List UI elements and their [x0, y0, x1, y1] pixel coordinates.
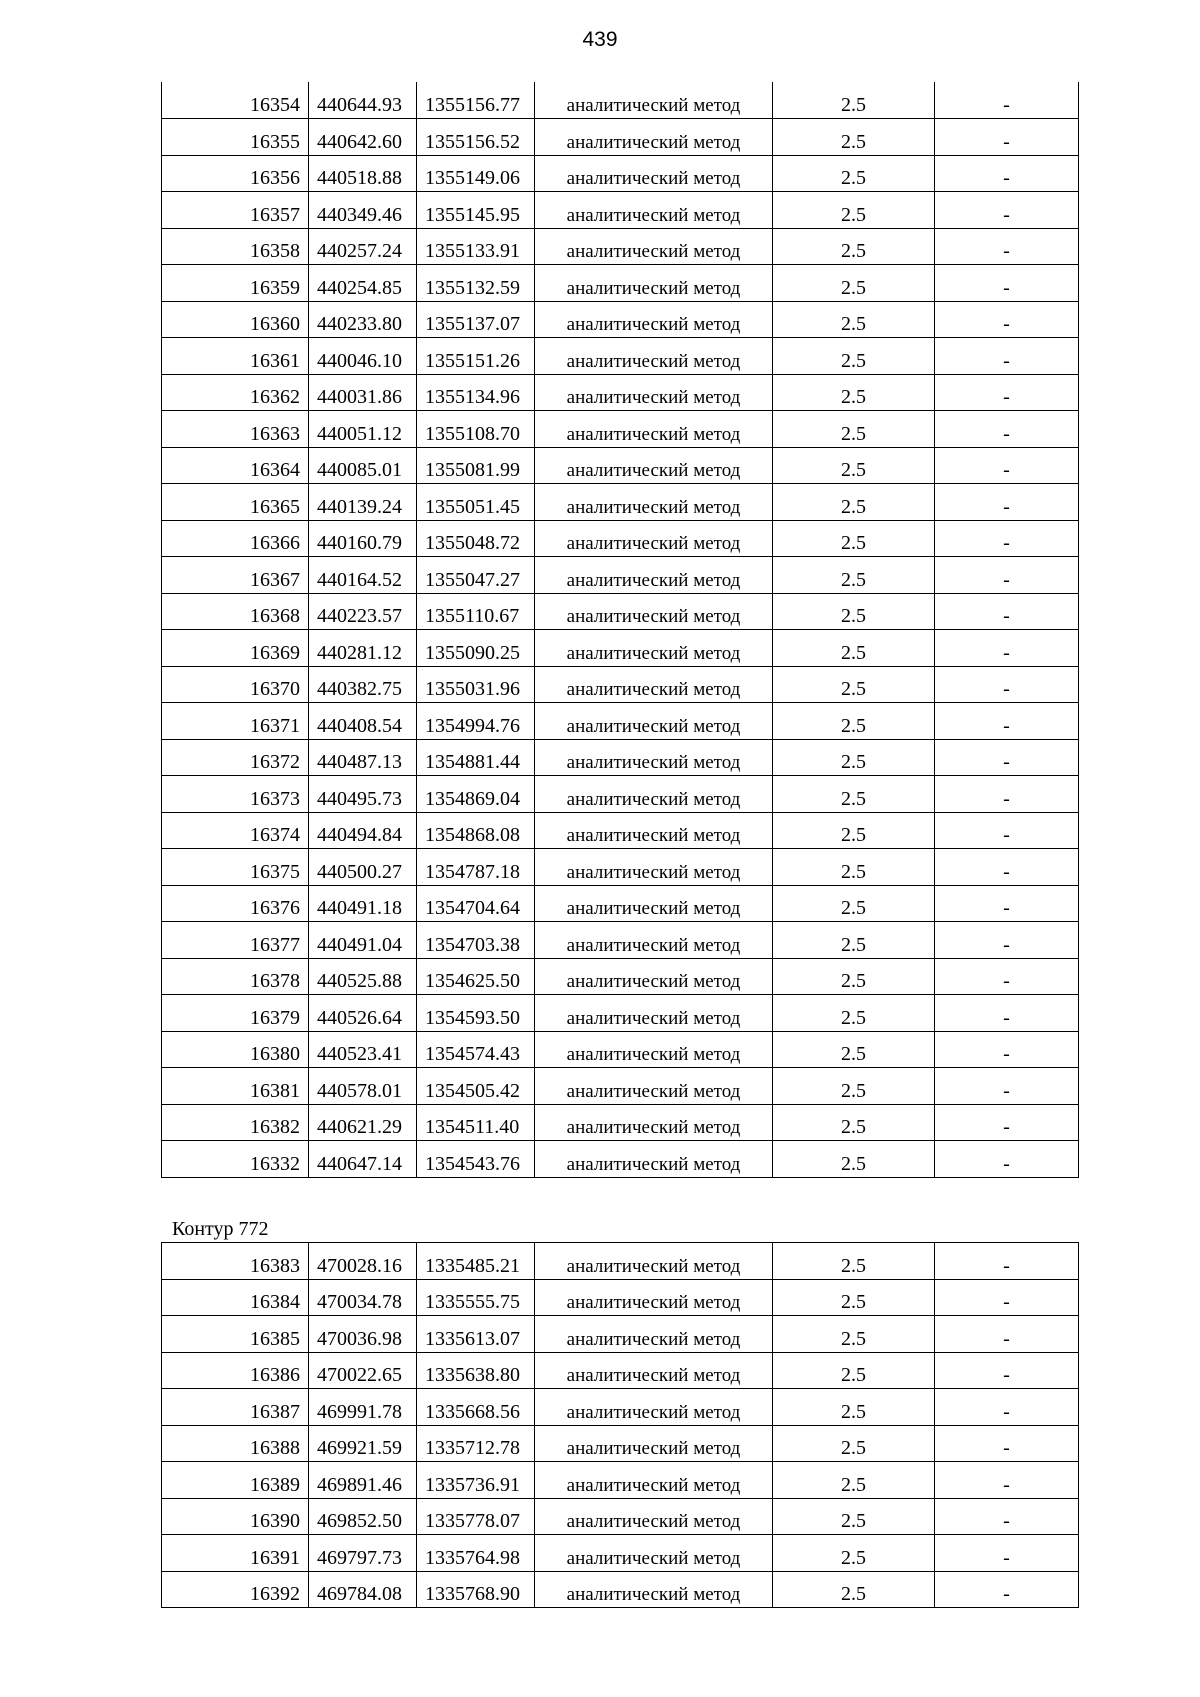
x-coordinate-cell: 440523.41 — [309, 1031, 417, 1068]
note-cell: - — [935, 520, 1079, 557]
note-cell: - — [935, 1316, 1079, 1353]
method-cell: аналитический метод — [535, 301, 773, 338]
method-cell: аналитический метод — [535, 374, 773, 411]
point-number-cell: 16389 — [162, 1462, 309, 1499]
note-cell: - — [935, 593, 1079, 630]
method-cell: аналитический метод — [535, 1243, 773, 1280]
contour-772-table-body — [162, 1243, 1079, 1608]
accuracy-cell: 2.5 — [773, 338, 935, 375]
accuracy-cell: 2.5 — [773, 995, 935, 1032]
table-row — [162, 119, 1079, 156]
y-coordinate-cell: 1354511.40 — [417, 1104, 535, 1141]
note-cell: - — [935, 1352, 1079, 1389]
x-coordinate-cell: 440046.10 — [309, 338, 417, 375]
accuracy-cell: 2.5 — [773, 155, 935, 192]
x-coordinate-cell: 440223.57 — [309, 593, 417, 630]
x-coordinate-cell: 440031.86 — [309, 374, 417, 411]
accuracy-cell: 2.5 — [773, 812, 935, 849]
method-cell: аналитический метод — [535, 1141, 773, 1178]
table-row — [162, 776, 1079, 813]
note-cell: - — [935, 301, 1079, 338]
note-cell: - — [935, 484, 1079, 521]
table-row — [162, 1104, 1079, 1141]
accuracy-cell: 2.5 — [773, 1141, 935, 1178]
x-coordinate-cell: 440621.29 — [309, 1104, 417, 1141]
table-row — [162, 1279, 1079, 1316]
table-row — [162, 666, 1079, 703]
point-number-cell: 16371 — [162, 703, 309, 740]
table-row — [162, 1068, 1079, 1105]
x-coordinate-cell: 440408.54 — [309, 703, 417, 740]
accuracy-cell: 2.5 — [773, 374, 935, 411]
table-row — [162, 411, 1079, 448]
method-cell: аналитический метод — [535, 82, 773, 119]
y-coordinate-cell: 1355031.96 — [417, 666, 535, 703]
accuracy-cell: 2.5 — [773, 1571, 935, 1608]
method-cell: аналитический метод — [535, 885, 773, 922]
y-coordinate-cell: 1335613.07 — [417, 1316, 535, 1353]
point-number-cell: 16377 — [162, 922, 309, 959]
y-coordinate-cell: 1354505.42 — [417, 1068, 535, 1105]
table-row — [162, 82, 1079, 119]
point-number-cell: 16391 — [162, 1535, 309, 1572]
note-cell: - — [935, 1498, 1079, 1535]
x-coordinate-cell: 440281.12 — [309, 630, 417, 667]
accuracy-cell: 2.5 — [773, 228, 935, 265]
x-coordinate-cell: 470028.16 — [309, 1243, 417, 1280]
note-cell: - — [935, 1571, 1079, 1608]
note-cell: - — [935, 1462, 1079, 1499]
method-cell: аналитический метод — [535, 630, 773, 667]
method-cell: аналитический метод — [535, 1571, 773, 1608]
table-row — [162, 1498, 1079, 1535]
page-number: 439 — [582, 28, 618, 51]
table-row — [162, 958, 1079, 995]
point-number-cell: 16358 — [162, 228, 309, 265]
method-cell: аналитический метод — [535, 1316, 773, 1353]
y-coordinate-cell: 1354574.43 — [417, 1031, 535, 1068]
y-coordinate-cell: 1335764.98 — [417, 1535, 535, 1572]
y-coordinate-cell: 1335638.80 — [417, 1352, 535, 1389]
x-coordinate-cell: 440495.73 — [309, 776, 417, 813]
note-cell: - — [935, 228, 1079, 265]
x-coordinate-cell: 470036.98 — [309, 1316, 417, 1353]
table-row — [162, 1141, 1079, 1178]
x-coordinate-cell: 440644.93 — [309, 82, 417, 119]
x-coordinate-cell: 440051.12 — [309, 411, 417, 448]
table-row — [162, 593, 1079, 630]
note-cell: - — [935, 1389, 1079, 1426]
y-coordinate-cell: 1355151.26 — [417, 338, 535, 375]
accuracy-cell: 2.5 — [773, 1104, 935, 1141]
accuracy-cell: 2.5 — [773, 484, 935, 521]
point-number-cell: 16367 — [162, 557, 309, 594]
table-row — [162, 1243, 1079, 1280]
accuracy-cell: 2.5 — [773, 447, 935, 484]
note-cell: - — [935, 82, 1079, 119]
point-number-cell: 16381 — [162, 1068, 309, 1105]
accuracy-cell: 2.5 — [773, 922, 935, 959]
x-coordinate-cell: 470034.78 — [309, 1279, 417, 1316]
x-coordinate-cell: 440525.88 — [309, 958, 417, 995]
accuracy-cell: 2.5 — [773, 958, 935, 995]
coordinates-table — [161, 82, 1079, 1178]
y-coordinate-cell: 1354787.18 — [417, 849, 535, 886]
method-cell: аналитический метод — [535, 922, 773, 959]
point-number-cell: 16383 — [162, 1243, 309, 1280]
x-coordinate-cell: 440233.80 — [309, 301, 417, 338]
y-coordinate-cell: 1354543.76 — [417, 1141, 535, 1178]
accuracy-cell: 2.5 — [773, 82, 935, 119]
method-cell: аналитический метод — [535, 1498, 773, 1535]
point-number-cell: 16368 — [162, 593, 309, 630]
method-cell: аналитический метод — [535, 1425, 773, 1462]
method-cell: аналитический метод — [535, 557, 773, 594]
x-coordinate-cell: 440487.13 — [309, 739, 417, 776]
table-row — [162, 1462, 1079, 1499]
table-row — [162, 922, 1079, 959]
point-number-cell: 16356 — [162, 155, 309, 192]
x-coordinate-cell: 440164.52 — [309, 557, 417, 594]
y-coordinate-cell: 1355156.52 — [417, 119, 535, 156]
y-coordinate-cell: 1354994.76 — [417, 703, 535, 740]
y-coordinate-cell: 1355051.45 — [417, 484, 535, 521]
method-cell: аналитический метод — [535, 1389, 773, 1426]
point-number-cell: 16366 — [162, 520, 309, 557]
note-cell: - — [935, 447, 1079, 484]
point-number-cell: 16390 — [162, 1498, 309, 1535]
table-row — [162, 1389, 1079, 1426]
y-coordinate-cell: 1335778.07 — [417, 1498, 535, 1535]
table-row — [162, 301, 1079, 338]
method-cell: аналитический метод — [535, 484, 773, 521]
accuracy-cell: 2.5 — [773, 557, 935, 594]
point-number-cell: 16380 — [162, 1031, 309, 1068]
note-cell: - — [935, 885, 1079, 922]
point-number-cell: 16364 — [162, 447, 309, 484]
point-number-cell: 16387 — [162, 1389, 309, 1426]
method-cell: аналитический метод — [535, 1352, 773, 1389]
method-cell: аналитический метод — [535, 812, 773, 849]
y-coordinate-cell: 1354703.38 — [417, 922, 535, 959]
point-number-cell: 16386 — [162, 1352, 309, 1389]
x-coordinate-cell: 440382.75 — [309, 666, 417, 703]
y-coordinate-cell: 1354593.50 — [417, 995, 535, 1032]
accuracy-cell: 2.5 — [773, 885, 935, 922]
method-cell: аналитический метод — [535, 958, 773, 995]
note-cell: - — [935, 995, 1079, 1032]
point-number-cell: 16372 — [162, 739, 309, 776]
x-coordinate-cell: 440491.18 — [309, 885, 417, 922]
table-row — [162, 1535, 1079, 1572]
table-row — [162, 739, 1079, 776]
table-row — [162, 849, 1079, 886]
x-coordinate-cell: 440085.01 — [309, 447, 417, 484]
table-row — [162, 1316, 1079, 1353]
point-number-cell: 16388 — [162, 1425, 309, 1462]
note-cell: - — [935, 703, 1079, 740]
accuracy-cell: 2.5 — [773, 265, 935, 302]
point-number-cell: 16378 — [162, 958, 309, 995]
y-coordinate-cell: 1335736.91 — [417, 1462, 535, 1499]
y-coordinate-cell: 1354881.44 — [417, 739, 535, 776]
point-number-cell: 16363 — [162, 411, 309, 448]
note-cell: - — [935, 812, 1079, 849]
point-number-cell: 16379 — [162, 995, 309, 1032]
table-row — [162, 995, 1079, 1032]
point-number-cell: 16354 — [162, 82, 309, 119]
method-cell: аналитический метод — [535, 338, 773, 375]
note-cell: - — [935, 1279, 1079, 1316]
table-row — [162, 265, 1079, 302]
table-row — [162, 192, 1079, 229]
y-coordinate-cell: 1355108.70 — [417, 411, 535, 448]
y-coordinate-cell: 1355081.99 — [417, 447, 535, 484]
accuracy-cell: 2.5 — [773, 1243, 935, 1280]
accuracy-cell: 2.5 — [773, 630, 935, 667]
table-row — [162, 885, 1079, 922]
table-row — [162, 155, 1079, 192]
accuracy-cell: 2.5 — [773, 849, 935, 886]
method-cell: аналитический метод — [535, 1535, 773, 1572]
y-coordinate-cell: 1355145.95 — [417, 192, 535, 229]
accuracy-cell: 2.5 — [773, 1031, 935, 1068]
table-row — [162, 630, 1079, 667]
note-cell: - — [935, 411, 1079, 448]
note-cell: - — [935, 155, 1079, 192]
table-row — [162, 557, 1079, 594]
x-coordinate-cell: 440349.46 — [309, 192, 417, 229]
method-cell: аналитический метод — [535, 593, 773, 630]
method-cell: аналитический метод — [535, 1104, 773, 1141]
x-coordinate-cell: 440491.04 — [309, 922, 417, 959]
point-number-cell: 16382 — [162, 1104, 309, 1141]
accuracy-cell: 2.5 — [773, 1068, 935, 1105]
x-coordinate-cell: 440500.27 — [309, 849, 417, 886]
accuracy-cell: 2.5 — [773, 301, 935, 338]
note-cell: - — [935, 1535, 1079, 1572]
method-cell: аналитический метод — [535, 776, 773, 813]
table-row — [162, 1571, 1079, 1608]
accuracy-cell: 2.5 — [773, 666, 935, 703]
x-coordinate-cell: 469991.78 — [309, 1389, 417, 1426]
note-cell: - — [935, 630, 1079, 667]
table-row — [162, 1425, 1079, 1462]
point-number-cell: 16362 — [162, 374, 309, 411]
accuracy-cell: 2.5 — [773, 1535, 935, 1572]
accuracy-cell: 2.5 — [773, 192, 935, 229]
method-cell: аналитический метод — [535, 119, 773, 156]
y-coordinate-cell: 1354868.08 — [417, 812, 535, 849]
contour-label: Контур 772 — [172, 1218, 269, 1240]
note-cell: - — [935, 1104, 1079, 1141]
point-number-cell: 16392 — [162, 1571, 309, 1608]
note-cell: - — [935, 1243, 1079, 1280]
y-coordinate-cell: 1355149.06 — [417, 155, 535, 192]
y-coordinate-cell: 1354625.50 — [417, 958, 535, 995]
y-coordinate-cell: 1335668.56 — [417, 1389, 535, 1426]
method-cell: аналитический метод — [535, 411, 773, 448]
y-coordinate-cell: 1355047.27 — [417, 557, 535, 594]
method-cell: аналитический метод — [535, 1031, 773, 1068]
y-coordinate-cell: 1355090.25 — [417, 630, 535, 667]
method-cell: аналитический метод — [535, 265, 773, 302]
x-coordinate-cell: 440642.60 — [309, 119, 417, 156]
y-coordinate-cell: 1355132.59 — [417, 265, 535, 302]
accuracy-cell: 2.5 — [773, 1425, 935, 1462]
table-row — [162, 1031, 1079, 1068]
y-coordinate-cell: 1354704.64 — [417, 885, 535, 922]
method-cell: аналитический метод — [535, 1279, 773, 1316]
y-coordinate-cell: 1355133.91 — [417, 228, 535, 265]
method-cell: аналитический метод — [535, 155, 773, 192]
accuracy-cell: 2.5 — [773, 1352, 935, 1389]
method-cell: аналитический метод — [535, 447, 773, 484]
x-coordinate-cell: 440139.24 — [309, 484, 417, 521]
coordinates-table-body — [162, 82, 1079, 1177]
note-cell: - — [935, 922, 1079, 959]
y-coordinate-cell: 1354869.04 — [417, 776, 535, 813]
note-cell: - — [935, 958, 1079, 995]
accuracy-cell: 2.5 — [773, 703, 935, 740]
accuracy-cell: 2.5 — [773, 411, 935, 448]
point-number-cell: 16375 — [162, 849, 309, 886]
table-row — [162, 1352, 1079, 1389]
x-coordinate-cell: 440578.01 — [309, 1068, 417, 1105]
method-cell: аналитический метод — [535, 1462, 773, 1499]
x-coordinate-cell: 469797.73 — [309, 1535, 417, 1572]
point-number-cell: 16374 — [162, 812, 309, 849]
note-cell: - — [935, 1141, 1079, 1178]
table-row — [162, 520, 1079, 557]
note-cell: - — [935, 1425, 1079, 1462]
table-row — [162, 338, 1079, 375]
x-coordinate-cell: 469921.59 — [309, 1425, 417, 1462]
x-coordinate-cell: 440257.24 — [309, 228, 417, 265]
y-coordinate-cell: 1335712.78 — [417, 1425, 535, 1462]
y-coordinate-cell: 1355137.07 — [417, 301, 535, 338]
table-row — [162, 374, 1079, 411]
point-number-cell: 16384 — [162, 1279, 309, 1316]
point-number-cell: 16359 — [162, 265, 309, 302]
method-cell: аналитический метод — [535, 739, 773, 776]
note-cell: - — [935, 265, 1079, 302]
note-cell: - — [935, 849, 1079, 886]
x-coordinate-cell: 470022.65 — [309, 1352, 417, 1389]
accuracy-cell: 2.5 — [773, 739, 935, 776]
note-cell: - — [935, 374, 1079, 411]
method-cell: аналитический метод — [535, 1068, 773, 1105]
x-coordinate-cell: 469784.08 — [309, 1571, 417, 1608]
y-coordinate-cell: 1335485.21 — [417, 1243, 535, 1280]
y-coordinate-cell: 1355156.77 — [417, 82, 535, 119]
accuracy-cell: 2.5 — [773, 1316, 935, 1353]
accuracy-cell: 2.5 — [773, 520, 935, 557]
y-coordinate-cell: 1335555.75 — [417, 1279, 535, 1316]
point-number-cell: 16365 — [162, 484, 309, 521]
note-cell: - — [935, 1068, 1079, 1105]
x-coordinate-cell: 469852.50 — [309, 1498, 417, 1535]
method-cell: аналитический метод — [535, 228, 773, 265]
note-cell: - — [935, 776, 1079, 813]
table-row — [162, 447, 1079, 484]
x-coordinate-cell: 440494.84 — [309, 812, 417, 849]
method-cell: аналитический метод — [535, 192, 773, 229]
method-cell: аналитический метод — [535, 666, 773, 703]
method-cell: аналитический метод — [535, 995, 773, 1032]
x-coordinate-cell: 440647.14 — [309, 1141, 417, 1178]
method-cell: аналитический метод — [535, 849, 773, 886]
point-number-cell: 16360 — [162, 301, 309, 338]
point-number-cell: 16370 — [162, 666, 309, 703]
x-coordinate-cell: 440518.88 — [309, 155, 417, 192]
x-coordinate-cell: 469891.46 — [309, 1462, 417, 1499]
table-row — [162, 812, 1079, 849]
point-number-cell: 16369 — [162, 630, 309, 667]
accuracy-cell: 2.5 — [773, 593, 935, 630]
contour-772-table — [161, 1242, 1079, 1608]
accuracy-cell: 2.5 — [773, 119, 935, 156]
point-number-cell: 16373 — [162, 776, 309, 813]
x-coordinate-cell: 440526.64 — [309, 995, 417, 1032]
note-cell: - — [935, 666, 1079, 703]
point-number-cell: 16355 — [162, 119, 309, 156]
note-cell: - — [935, 1031, 1079, 1068]
point-number-cell: 16376 — [162, 885, 309, 922]
point-number-cell: 16332 — [162, 1141, 309, 1178]
note-cell: - — [935, 192, 1079, 229]
accuracy-cell: 2.5 — [773, 1389, 935, 1426]
accuracy-cell: 2.5 — [773, 1462, 935, 1499]
table-row — [162, 484, 1079, 521]
point-number-cell: 16385 — [162, 1316, 309, 1353]
y-coordinate-cell: 1355134.96 — [417, 374, 535, 411]
y-coordinate-cell: 1335768.90 — [417, 1571, 535, 1608]
note-cell: - — [935, 557, 1079, 594]
y-coordinate-cell: 1355048.72 — [417, 520, 535, 557]
point-number-cell: 16357 — [162, 192, 309, 229]
method-cell: аналитический метод — [535, 703, 773, 740]
note-cell: - — [935, 739, 1079, 776]
x-coordinate-cell: 440254.85 — [309, 265, 417, 302]
note-cell: - — [935, 119, 1079, 156]
point-number-cell: 16361 — [162, 338, 309, 375]
table-row — [162, 228, 1079, 265]
accuracy-cell: 2.5 — [773, 1279, 935, 1316]
accuracy-cell: 2.5 — [773, 1498, 935, 1535]
y-coordinate-cell: 1355110.67 — [417, 593, 535, 630]
accuracy-cell: 2.5 — [773, 776, 935, 813]
note-cell: - — [935, 338, 1079, 375]
x-coordinate-cell: 440160.79 — [309, 520, 417, 557]
table-row — [162, 703, 1079, 740]
method-cell: аналитический метод — [535, 520, 773, 557]
